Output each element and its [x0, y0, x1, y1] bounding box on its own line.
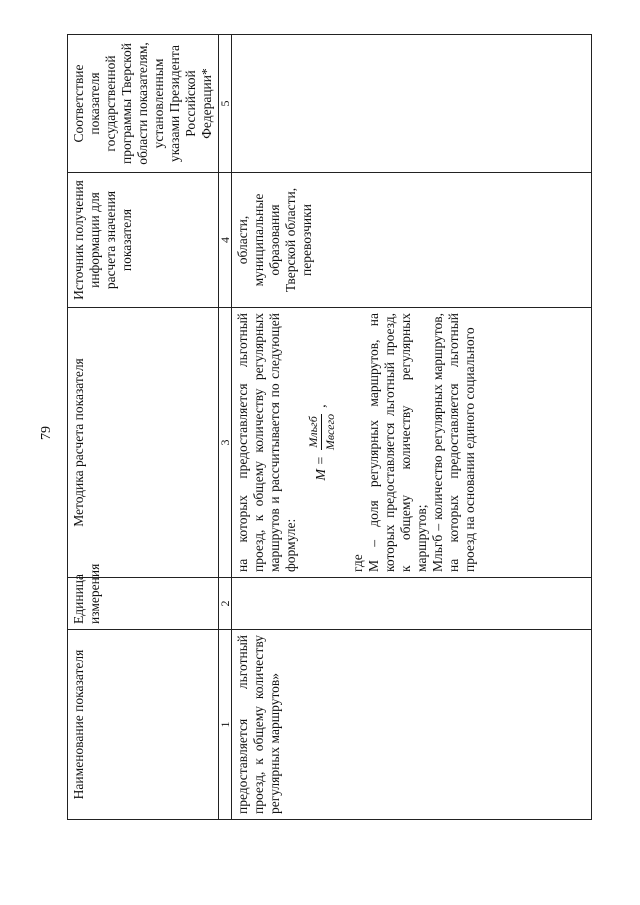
column-number: 2: [219, 578, 232, 630]
unit-cell: [232, 578, 592, 630]
source-cell: области, муниципальные образования Тверской области, перевозчики: [232, 173, 592, 308]
formula: [305, 313, 338, 572]
formula-numerator: Mльгб: [306, 416, 320, 448]
header-row: [68, 35, 219, 820]
column-number: 1: [219, 630, 232, 820]
formula-lhs: M =: [313, 456, 329, 481]
formula-tail: ,: [313, 404, 329, 408]
header-source: Источник получения информации для расчета значения показателя: [68, 173, 219, 308]
column-number-row: [219, 35, 232, 820]
correspondence-cell: [232, 35, 592, 173]
method-cell: [232, 308, 592, 578]
method-definition-1: М – доля регулярных маршрутов, на которых предоставляется льготный проезд, к общему количеству регулярных маршрутов;: [366, 313, 429, 572]
formula-denominator: Mвсего: [323, 413, 337, 451]
indicator-table: [67, 34, 592, 820]
column-number: 5: [219, 35, 232, 173]
table-row: [232, 35, 592, 820]
formula-fraction: [305, 412, 338, 452]
method-intro: на которых предоставляется льготный проезд, к общему количеству регулярных маршрутов и рассчитывается по следующей формуле:: [235, 313, 298, 572]
column-number: 3: [219, 308, 232, 578]
header-correspondence: Соответствие показателя государственной программы Тверской области показателям, установленным указами Президента Российской Федерации*: [68, 35, 219, 173]
header-method: Методика расчета показателя: [68, 308, 219, 578]
header-indicator-name: Наименование показателя: [68, 630, 219, 820]
column-number: 4: [219, 173, 232, 308]
method-definition-2: Mльгб – количество регулярных маршрутов, на которых предоставляется льготный проезд на основании единого социального: [430, 313, 477, 572]
indicator-name-cell: предоставляется льготный проезд, к общему количеству регулярных маршрутов»: [232, 630, 592, 820]
method-where: где: [350, 554, 365, 572]
header-unit: Единица измерения: [68, 578, 219, 630]
page-number: 79: [39, 426, 54, 440]
table-container: [67, 35, 592, 820]
